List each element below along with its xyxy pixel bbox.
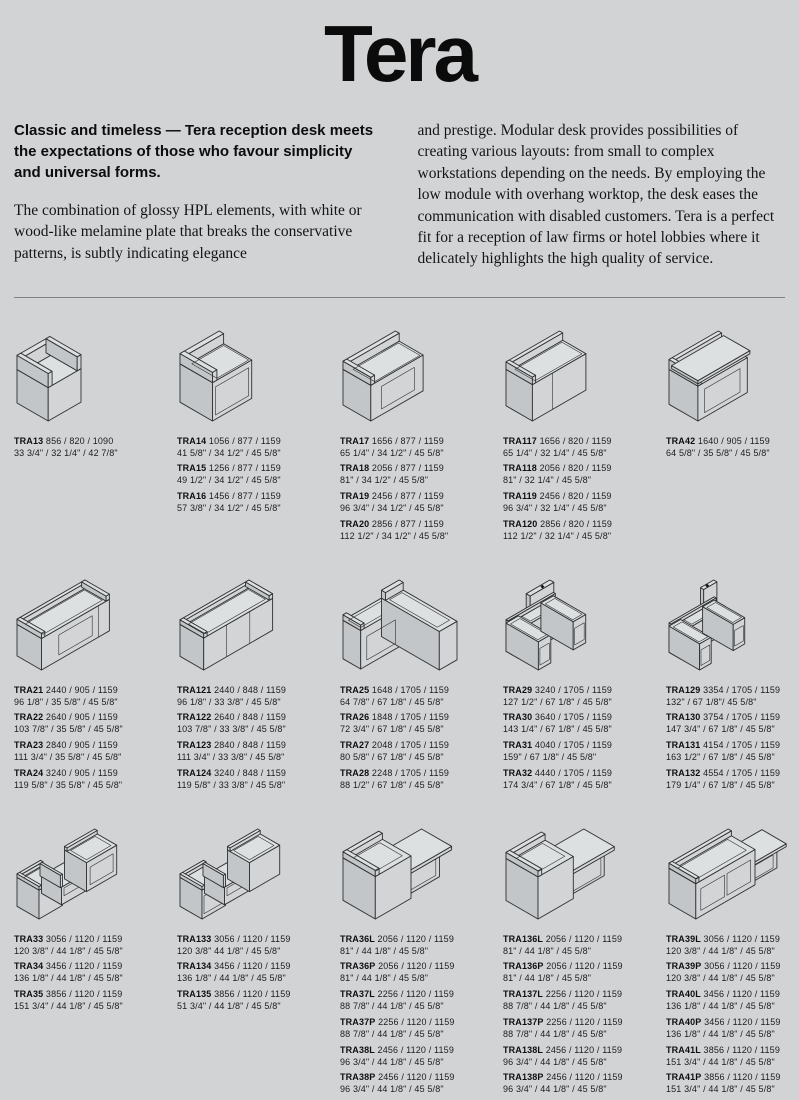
product-drawing — [340, 577, 492, 673]
model-inches: 65 1/4" / 32 1/4" / 45 5/8" — [503, 447, 607, 458]
model-mm: 4440 / 1705 / 1159 — [532, 767, 613, 778]
model-code: TRA21 — [14, 684, 44, 695]
model-mm: 2456 / 820 / 1159 — [536, 491, 612, 502]
product-drawing — [14, 577, 166, 673]
model-code: TRA117 — [503, 435, 537, 446]
model-inches: 151 3/4" / 44 1/8" / 45 5/8" — [666, 1084, 775, 1095]
model-code: TRA119 — [503, 491, 537, 502]
product-art — [340, 826, 492, 922]
model-inches: 81" / 34 1/2" / 45 5/8" — [340, 475, 429, 486]
model-code: TRA39L — [666, 933, 701, 944]
model-entry — [340, 712, 492, 736]
product-tile — [14, 328, 166, 464]
model-mm: 1640 / 905 / 1159 — [695, 435, 770, 446]
model-entry — [503, 519, 655, 543]
product-tile — [340, 328, 492, 547]
model-code: TRA14 — [177, 435, 207, 446]
model-code: TRA30 — [503, 712, 533, 723]
model-inches: 80 5/8" / 67 1/8" / 45 5/8" — [340, 752, 444, 762]
model-inches: 179 1/4" / 67 1/8" / 45 5/8" — [666, 779, 775, 790]
model-code: TRA132 — [666, 767, 701, 778]
model-entry — [503, 740, 655, 764]
model-entry — [503, 491, 655, 515]
model-code: TRA18 — [340, 463, 370, 474]
model-mm: 3456 / 1120 / 1159 — [43, 961, 123, 972]
model-entry — [177, 436, 329, 460]
model-code: TRA31 — [503, 740, 533, 751]
model-mm: 2256 / 1120 / 1159 — [374, 989, 454, 1000]
model-inches: 64 5/8" / 35 5/8" / 45 5/8" — [666, 447, 770, 458]
model-inches: 112 1/2" / 32 1/4" / 45 5/8" — [503, 530, 612, 541]
model-entry — [503, 934, 655, 958]
model-inches: 96 3/4" / 44 1/8" / 45 5/8" — [340, 1084, 444, 1095]
model-entry — [666, 768, 799, 792]
model-inches: 136 1/8" / 44 1/8" / 45 5/8" — [666, 1001, 775, 1011]
model-mm: 2256 / 1120 / 1159 — [543, 989, 623, 1000]
model-code: TRA137L — [503, 989, 544, 1000]
model-mm: 3240 / 1705 / 1159 — [532, 684, 613, 695]
model-mm: 2640 / 905 / 1159 — [43, 712, 118, 723]
model-mm: 856 / 820 / 1090 — [43, 435, 114, 446]
model-mm: 1256 / 877 / 1159 — [206, 463, 281, 474]
model-list — [340, 685, 492, 792]
model-mm: 2640 / 848 / 1159 — [211, 712, 287, 723]
model-mm: 3240 / 905 / 1159 — [43, 767, 118, 778]
model-inches: 132" / 67 1/8"/ 45 5/8" — [666, 696, 757, 707]
model-list — [340, 934, 492, 1097]
model-inches: 96 1/8" / 35 5/8" / 45 5/8" — [14, 696, 118, 707]
model-entry — [503, 1045, 655, 1069]
product-art — [503, 577, 655, 673]
model-mm: 2856 / 820 / 1159 — [537, 518, 613, 529]
model-inches: 174 3/4" / 67 1/8" / 45 5/8" — [503, 779, 612, 790]
product-drawing — [340, 328, 492, 424]
model-code: TRA23 — [14, 740, 44, 751]
product-drawing — [177, 577, 329, 673]
product-tile — [666, 826, 799, 1100]
model-entry — [503, 436, 655, 460]
model-code: TRA122 — [177, 712, 212, 723]
model-inches: 120 3/8" 44 1/8" / 45 5/8" — [177, 945, 281, 956]
model-entry — [503, 685, 655, 709]
model-entry — [340, 934, 492, 958]
model-code: TRA37P — [340, 1016, 376, 1027]
model-entry — [666, 961, 799, 985]
model-inches: 81" / 44 1/8" / 45 5/8" — [503, 945, 592, 956]
intro-left-body: The combination of glossy HPL elements, with white or wood-like melamine plate that breaks the conservative patterns, is subtly indicating elegance — [14, 202, 362, 262]
model-inches: 88 7/8" / 44 1/8" / 45 5/8" — [340, 1028, 444, 1039]
model-inches: 96 3/4" / 32 1/4" / 45 5/8" — [503, 503, 607, 513]
model-inches: 96 3/4" / 44 1/8" / 45 5/8" — [503, 1084, 607, 1095]
model-inches: 41 5/8" / 34 1/2" / 45 5/8" — [177, 447, 281, 458]
product-art — [503, 826, 655, 922]
model-code: TRA129 — [666, 684, 701, 695]
model-list — [666, 685, 799, 792]
model-mm: 1656 / 877 / 1159 — [369, 435, 444, 446]
model-inches: 127 1/2" / 67 1/8" / 45 5/8" — [503, 696, 612, 707]
model-code: TRA138L — [503, 1044, 544, 1055]
model-list — [177, 436, 329, 515]
model-entry — [666, 436, 799, 460]
model-code: TRA28 — [340, 767, 370, 778]
product-drawing — [14, 826, 166, 922]
product-tile — [666, 577, 799, 796]
model-code: TRA124 — [177, 767, 212, 778]
model-code: TRA22 — [14, 712, 44, 723]
model-inches: 111 3/4" / 35 5/8" / 45 5/8" — [14, 752, 122, 762]
model-entry — [340, 519, 492, 543]
model-entry — [503, 463, 655, 487]
product-tile — [340, 577, 492, 796]
model-entry — [177, 712, 329, 736]
model-inches: 147 3/4" / 67 1/8" / 45 5/8" — [666, 724, 775, 735]
model-mm: 2056 / 1120 / 1159 — [543, 961, 623, 972]
model-mm: 2256 / 1120 / 1159 — [543, 1016, 623, 1027]
model-list — [503, 436, 655, 543]
model-entry — [177, 934, 329, 958]
model-list — [666, 934, 799, 1097]
product-drawing — [666, 328, 799, 424]
model-inches: 143 1/4" / 67 1/8" / 45 5/8" — [503, 724, 612, 735]
model-entry — [14, 436, 166, 460]
product-art — [666, 826, 799, 922]
model-entry — [666, 1072, 799, 1096]
model-code: TRA130 — [666, 712, 701, 723]
model-code: TRA34 — [14, 961, 44, 972]
model-inches: 88 7/8" / 44 1/8" / 45 5/8" — [503, 1028, 607, 1039]
model-entry — [503, 961, 655, 985]
model-mm: 1648 / 1705 / 1159 — [369, 684, 450, 695]
product-drawing — [666, 826, 799, 922]
model-mm: 3354 / 1705 / 1159 — [700, 684, 781, 695]
product-art — [14, 826, 166, 922]
model-mm: 3456 / 1120 / 1159 — [700, 989, 780, 1000]
product-art — [14, 577, 166, 673]
model-inches: 136 1/8" / 44 1/8" / 45 5/8" — [14, 973, 123, 984]
model-mm: 2456 / 1120 / 1159 — [543, 1044, 623, 1055]
model-inches: 103 7/8" / 35 5/8" / 45 5/8" — [14, 724, 123, 735]
model-mm: 3856 / 1120 / 1159 — [211, 989, 291, 1000]
model-code: TRA33 — [14, 933, 44, 944]
product-drawing — [503, 826, 655, 922]
model-code: TRA135 — [177, 989, 212, 1000]
model-mm: 2440 / 905 / 1159 — [43, 684, 118, 695]
model-entry — [14, 768, 166, 792]
model-code: TRA134 — [177, 961, 212, 972]
model-inches: 81" / 44 1/8" / 45 5/8" — [340, 945, 429, 956]
model-code: TRA15 — [177, 463, 207, 474]
model-entry — [14, 740, 166, 764]
product-tile — [14, 826, 166, 1017]
product-grid — [14, 328, 789, 1100]
model-code: TRA19 — [340, 491, 370, 502]
model-entry — [177, 463, 329, 487]
model-entry — [340, 685, 492, 709]
model-entry — [340, 1017, 492, 1041]
model-entry — [340, 1072, 492, 1096]
model-mm: 2840 / 848 / 1159 — [211, 740, 287, 751]
model-mm: 3640 / 1705 / 1159 — [532, 712, 613, 723]
model-inches: 120 3/8" / 44 1/8" / 45 5/8" — [666, 945, 775, 956]
model-list — [503, 685, 655, 792]
product-art — [666, 577, 799, 673]
model-mm: 2456 / 1120 / 1159 — [543, 1072, 623, 1083]
model-inches: 159" / 67 1/8" / 45 5/8" — [503, 752, 597, 762]
model-list — [14, 934, 166, 1013]
model-code: TRA137P — [503, 1016, 544, 1027]
model-mm: 1656 / 820 / 1159 — [536, 435, 612, 446]
model-inches: 96 1/8" / 33 3/8" / 45 5/8" — [177, 696, 281, 707]
product-art — [177, 577, 329, 673]
model-inches: 136 1/8" / 44 1/8" / 45 5/8" — [177, 973, 286, 984]
model-entry — [14, 989, 166, 1013]
model-inches: 96 3/4" / 44 1/8" / 45 5/8" — [503, 1056, 607, 1067]
page-title: Tera — [323, 9, 476, 98]
model-mm: 1056 / 877 / 1159 — [206, 435, 281, 446]
model-code: TRA24 — [14, 767, 44, 778]
section-divider — [14, 297, 785, 298]
model-inches: 88 7/8" / 44 1/8" / 45 5/8" — [503, 1001, 607, 1011]
model-entry — [340, 436, 492, 460]
product-drawing — [340, 826, 492, 922]
model-code: TRA13 — [14, 435, 44, 446]
product-art — [14, 328, 166, 424]
model-mm: 3056 / 1120 / 1159 — [700, 933, 780, 944]
product-tile — [503, 328, 655, 547]
product-art — [340, 577, 492, 673]
model-inches: 111 3/4" / 33 3/8" / 45 5/8" — [177, 752, 285, 762]
product-drawing — [503, 328, 655, 424]
product-tile — [503, 577, 655, 796]
product-art — [503, 328, 655, 424]
model-entry — [177, 989, 329, 1013]
product-tile — [503, 826, 655, 1100]
model-code: TRA25 — [340, 684, 370, 695]
model-inches: 96 3/4" / 44 1/8" / 45 5/8" — [340, 1056, 444, 1067]
model-inches: 72 3/4" / 67 1/8" / 45 5/8" — [340, 724, 444, 735]
model-mm: 2440 / 848 / 1159 — [211, 684, 287, 695]
product-tile — [177, 826, 329, 1017]
model-mm: 2056 / 1120 / 1159 — [543, 933, 623, 944]
model-code: TRA121 — [177, 684, 212, 695]
model-mm: 2056 / 1120 / 1159 — [375, 961, 455, 972]
model-mm: 3056 / 1120 / 1159 — [211, 933, 291, 944]
model-mm: 4554 / 1705 / 1159 — [700, 767, 781, 778]
model-mm: 3056 / 1120 / 1159 — [701, 961, 781, 972]
model-inches: 163 1/2" / 67 1/8" / 45 5/8" — [666, 752, 775, 762]
model-mm: 3856 / 1120 / 1159 — [700, 1044, 780, 1055]
model-mm: 3856 / 1120 / 1159 — [701, 1072, 781, 1083]
model-entry — [340, 740, 492, 764]
model-code: TRA35 — [14, 989, 44, 1000]
model-mm: 2456 / 1120 / 1159 — [374, 1044, 454, 1055]
product-drawing — [503, 577, 655, 673]
model-inches: 151 3/4" / 44 1/8" / 45 5/8" — [14, 1001, 123, 1011]
intro-right-column — [418, 120, 784, 270]
model-code: TRA41P — [666, 1072, 702, 1083]
model-mm: 2056 / 1120 / 1159 — [374, 933, 454, 944]
model-mm: 3456 / 1120 / 1159 — [701, 1016, 781, 1027]
model-mm: 2456 / 877 / 1159 — [369, 491, 444, 502]
model-inches: 119 5/8" / 33 3/8" / 45 5/8" — [177, 779, 286, 790]
product-drawing — [177, 826, 329, 922]
product-art — [177, 328, 329, 424]
model-code: TRA131 — [666, 740, 701, 751]
model-code: TRA42 — [666, 435, 696, 446]
model-code: TRA120 — [503, 518, 538, 529]
model-code: TRA29 — [503, 684, 533, 695]
model-mm: 3754 / 1705 / 1159 — [700, 712, 781, 723]
model-mm: 2056 / 877 / 1159 — [369, 463, 444, 474]
model-entry — [340, 961, 492, 985]
model-mm: 2048 / 1705 / 1159 — [369, 740, 450, 751]
model-mm: 2248 / 1705 / 1159 — [369, 767, 450, 778]
model-inches: 49 1/2" / 34 1/2" / 45 5/8" — [177, 475, 281, 486]
model-mm: 2256 / 1120 / 1159 — [375, 1016, 455, 1027]
model-entry — [177, 740, 329, 764]
model-code: TRA16 — [177, 491, 207, 502]
product-tile — [177, 328, 329, 519]
model-code: TRA41L — [666, 1044, 701, 1055]
model-code: TRA36P — [340, 961, 376, 972]
model-mm: 4040 / 1705 / 1159 — [532, 740, 613, 751]
model-code: TRA40P — [666, 1016, 702, 1027]
model-entry — [666, 685, 799, 709]
model-entry — [503, 712, 655, 736]
model-entry — [666, 712, 799, 736]
model-mm: 1848 / 1705 / 1159 — [369, 712, 450, 723]
model-entry — [503, 768, 655, 792]
model-list — [14, 436, 166, 460]
model-code: TRA123 — [177, 740, 212, 751]
model-mm: 3456 / 1120 / 1159 — [211, 961, 291, 972]
intro-right-body: and prestige. Modular desk provides possibilities of creating various layouts: from small to complex workstations depending on the needs. By employing the low module with overhang worktop, the desk eases the communication with disabled customers. Tera is a perfect fit for a reception of law firms or hotel lobbies where it delicately highlights the high quality of service. — [417, 122, 775, 268]
model-entry — [14, 712, 166, 736]
model-inches: 33 3/4" / 32 1/4" / 42 7/8" — [14, 447, 118, 458]
model-entry — [14, 685, 166, 709]
model-entry — [503, 989, 655, 1013]
model-mm: 1456 / 877 / 1159 — [206, 491, 281, 502]
model-entry — [177, 491, 329, 515]
model-mm: 2056 / 820 / 1159 — [536, 463, 612, 474]
product-art — [340, 328, 492, 424]
product-tile — [177, 577, 329, 796]
model-inches: 88 1/2" / 67 1/8" / 45 5/8" — [340, 779, 444, 790]
model-code: TRA36L — [340, 933, 375, 944]
model-inches: 88 7/8" / 44 1/8" / 45 5/8" — [340, 1001, 444, 1011]
model-inches: 65 1/4" / 34 1/2" / 45 5/8" — [340, 447, 444, 458]
model-code: TRA26 — [340, 712, 370, 723]
model-mm: 2840 / 905 / 1159 — [43, 740, 118, 751]
model-list — [666, 436, 799, 460]
model-code: TRA38L — [340, 1044, 375, 1055]
model-list — [503, 934, 655, 1097]
model-inches: 81" / 32 1/4" / 45 5/8" — [503, 475, 592, 486]
model-entry — [503, 1072, 655, 1096]
model-inches: 96 3/4" / 34 1/2" / 45 5/8" — [340, 503, 444, 513]
model-entry — [14, 934, 166, 958]
model-list — [177, 685, 329, 792]
model-entry — [340, 989, 492, 1013]
model-inches: 151 3/4" / 44 1/8" / 45 5/8" — [666, 1056, 775, 1067]
model-list — [14, 685, 166, 792]
model-code: TRA136P — [503, 961, 544, 972]
model-mm: 3856 / 1120 / 1159 — [43, 989, 123, 1000]
model-entry — [340, 1045, 492, 1069]
model-code: TRA20 — [340, 518, 370, 529]
product-tile — [340, 826, 492, 1100]
model-inches: 81" / 44 1/8" / 45 5/8" — [503, 973, 592, 984]
model-entry — [666, 989, 799, 1013]
model-inches: 119 5/8" / 35 5/8" / 45 5/8" — [14, 779, 123, 790]
model-mm: 2856 / 877 / 1159 — [369, 518, 444, 529]
model-mm: 3056 / 1120 / 1159 — [43, 933, 123, 944]
model-code: TRA38P — [340, 1072, 376, 1083]
model-entry — [666, 934, 799, 958]
model-code: TRA40L — [666, 989, 701, 1000]
model-entry — [340, 491, 492, 515]
product-drawing — [666, 577, 799, 673]
product-tile — [666, 328, 799, 464]
model-mm: 2456 / 1120 / 1159 — [375, 1072, 455, 1083]
model-mm: 3240 / 848 / 1159 — [211, 767, 287, 778]
model-code: TRA32 — [503, 767, 533, 778]
model-entry — [177, 685, 329, 709]
model-inches: 112 1/2" / 34 1/2" / 45 5/8" — [340, 530, 449, 541]
model-inches: 64 7/8" / 67 1/8" / 45 5/8" — [340, 696, 444, 707]
model-list — [340, 436, 492, 543]
model-entry — [503, 1017, 655, 1041]
model-code: TRA138P — [503, 1072, 544, 1083]
model-entry — [340, 463, 492, 487]
model-mm: 4154 / 1705 / 1159 — [700, 740, 781, 751]
model-code: TRA37L — [340, 989, 375, 1000]
model-code: TRA133 — [177, 933, 212, 944]
product-tile — [14, 577, 166, 796]
model-entry — [340, 768, 492, 792]
model-code: TRA39P — [666, 961, 702, 972]
model-entry — [14, 961, 166, 985]
product-drawing — [14, 328, 166, 424]
model-entry — [177, 961, 329, 985]
product-drawing — [177, 328, 329, 424]
model-code: TRA118 — [503, 463, 537, 474]
product-art — [177, 826, 329, 922]
model-inches: 120 3/8" / 44 1/8" / 45 5/8" — [14, 945, 123, 956]
model-inches: 120 3/8" / 44 1/8" / 45 5/8" — [666, 973, 775, 984]
model-entry — [666, 1017, 799, 1041]
model-entry — [666, 740, 799, 764]
intro-section — [14, 120, 783, 270]
intro-lead: Classic and timeless — Tera reception desk meets the expectations of those who favour simplicity and universal forms. — [14, 122, 374, 181]
model-inches: 136 1/8" / 44 1/8" / 45 5/8" — [666, 1028, 775, 1039]
model-code: TRA27 — [340, 740, 370, 751]
model-entry — [177, 768, 329, 792]
model-entry — [666, 1045, 799, 1069]
intro-left-column — [14, 120, 380, 270]
product-art — [666, 328, 799, 424]
model-code: TRA17 — [340, 435, 370, 446]
model-inches: 103 7/8" / 33 3/8" / 45 5/8" — [177, 724, 286, 735]
model-inches: 51 3/4" / 44 1/8" / 45 5/8" — [177, 1001, 281, 1011]
model-code: TRA136L — [503, 933, 544, 944]
model-inches: 81" / 44 1/8" / 45 5/8" — [340, 973, 429, 984]
model-list — [177, 934, 329, 1013]
model-inches: 57 3/8" / 34 1/2" / 45 5/8" — [177, 503, 281, 513]
